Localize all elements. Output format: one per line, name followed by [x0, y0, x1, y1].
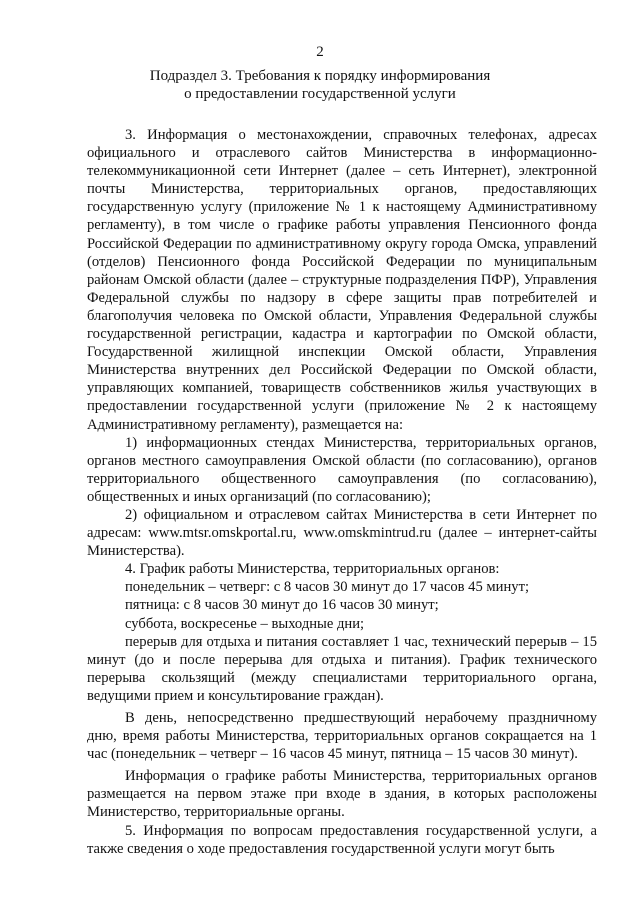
section-heading-line-1: Подраздел 3. Требования к порядку информирования [149, 68, 491, 84]
pre-holiday-info: В день, непосредственно предшествующий нерабочему праздничному дню, время работы Министерства, территориальных органов сокращается на 1 час (понедельник – четверг – 16 часов 45 минут, пятница – 15 часов 30 минут). [87, 710, 597, 763]
paragraph-5: 5. Информация по вопросам предоставления государственной услуги, а также сведения о ходе предоставления государственной услуги могут быть [87, 822, 597, 857]
schedule-mon-thu: понедельник – четверг: с 8 часов 30 минут до 17 часов 45 минут; [125, 579, 530, 596]
schedule-placement-info: Информация о графике работы Министерства, территориальных органов размещается на первом этаже при входе в здания, в которых расположены Министерство, территориальные органы. [87, 768, 597, 821]
break-info: перерыв для отдыха и питания составляет 1 час, технический перерыв – 15 минут (до и после перерыва для отдыха и питания). График технического перерыва скользящий (между специалистами территориального органа, ведущими прием и консультирование граждан). [87, 633, 597, 704]
list-item-1: 1) информационных стендах Министерства, территориальных органов, органов местного самоуправления Омской области (по согласованию), органов территориального общественного самоуправления (по согласованию), общественных и иных организаций (по согласованию); [87, 434, 597, 505]
schedule-friday: пятница: с 8 часов 30 минут до 16 часов 30 минут; [125, 597, 439, 614]
section-heading [110, 67, 530, 103]
paragraph-3: 3. Информация о местонахождении, справочных телефонах, адресах официального и отраслевого сайтов Министерства в информационно-телекоммуникационной сети Интернет (далее – сеть Интернет), электронной почты Министерства, территориальных органов, предоставляющих государственную услугу (приложение № 1 к настоящему Административному регламенту), в том числе о графике работы управления Пенсионного фонда Российской Федерации по административному округу города Омска, управлений (отделов) Пенсионного фонда Российской Федерации по муниципальным районам Омской области (далее – структурные подразделения ПФР), Управления Федеральной службы по надзору в сфере защиты прав потребителей и благополучия человека по Омской области, Управления Федеральной службы государственной регистрации, кадастра и картографии по Омской области, Государственной жилищной инспекции Омской области, Управления Министерства внутренних дел Российской Федерации по Омской области, управляющих компанией, товариществ собственников жилья участвующих в предоставлении государственной услуги (приложение № 2 к настоящему Административному регламенту), размещается на: [87, 127, 597, 433]
schedule-weekend: суббота, воскресенье – выходные дни; [125, 615, 365, 632]
document-body [87, 126, 597, 858]
page-number: 2 [316, 44, 324, 60]
paragraph-4: 4. График работы Министерства, территориальных органов: [125, 561, 500, 578]
list-item-2: 2) официальном и отраслевом сайтах Министерства в сети Интернет по адресам: www.mtsr.omskportal.ru, www.omskmintrud.ru (далее – интернет-сайты Министерства). [87, 506, 597, 560]
section-heading-line-2: о предоставлении государственной услуги [184, 86, 456, 102]
